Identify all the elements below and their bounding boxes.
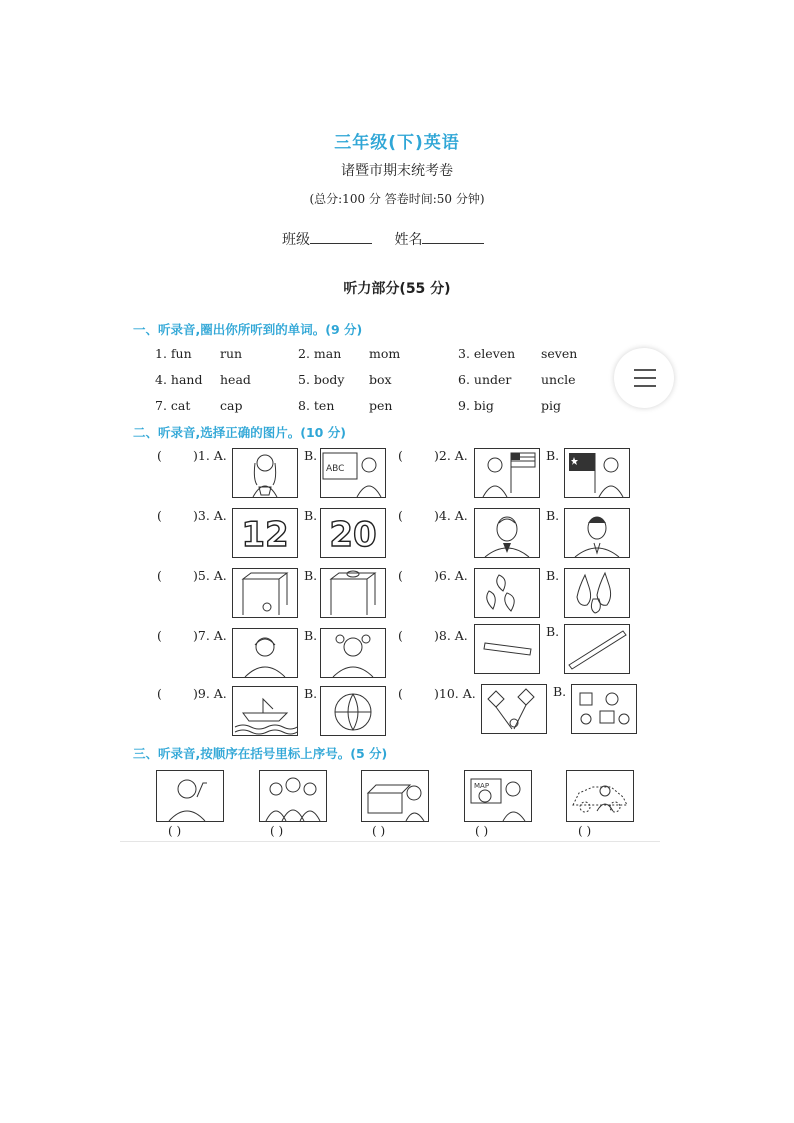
- option-b-label: B.: [553, 684, 567, 699]
- question-label: )3. A.: [193, 508, 227, 523]
- abc-text: ABC: [326, 464, 345, 474]
- word-a[interactable]: 1. fun: [155, 346, 192, 361]
- map-text: MAP: [474, 782, 490, 790]
- option-b-label: B.: [304, 448, 318, 463]
- word-b[interactable]: pig: [541, 398, 562, 413]
- answer-paren[interactable]: (: [398, 508, 403, 523]
- word-a[interactable]: 9. big: [458, 398, 494, 413]
- section1-heading: 一、听录音,圈出你所听到的单词。(9 分): [133, 322, 363, 337]
- picture-ball-under-desk[interactable]: [232, 568, 298, 618]
- picture-boat[interactable]: [232, 686, 298, 736]
- option-b-label: B.: [546, 568, 560, 583]
- class-name-row: [282, 229, 502, 249]
- option-b-label: B.: [304, 628, 318, 643]
- picture-girl-short-hair[interactable]: [232, 628, 298, 678]
- picture-father[interactable]: [564, 508, 630, 558]
- option-b-label: B.: [546, 624, 560, 639]
- word-b[interactable]: cap: [220, 398, 243, 413]
- word-a[interactable]: 7. cat: [155, 398, 191, 413]
- question-label: )10. A.: [434, 686, 476, 701]
- word-a[interactable]: 2. man: [298, 346, 342, 361]
- option-b-label: B.: [546, 508, 560, 523]
- number-20-text: 20: [329, 515, 377, 555]
- answer-paren[interactable]: (: [157, 508, 162, 523]
- picture-ball[interactable]: [320, 686, 386, 736]
- score-time-line: (总分:100 分 答卷时间:50 分钟): [309, 192, 485, 206]
- picture-kites[interactable]: [481, 684, 547, 734]
- section2-heading: 二、听录音,选择正确的图片。(10 分): [133, 425, 346, 440]
- picture-short-ruler[interactable]: [474, 624, 540, 674]
- exam-subtitle: 诸暨市期末统考卷: [341, 163, 453, 179]
- picture-boy-waving[interactable]: [156, 770, 224, 822]
- order-answer-slot[interactable]: ( ): [168, 824, 182, 838]
- word-a[interactable]: 8. ten: [298, 398, 335, 413]
- picture-grandpa[interactable]: [474, 508, 540, 558]
- picture-family[interactable]: [259, 770, 327, 822]
- word-a[interactable]: 4. hand: [155, 372, 203, 387]
- answer-paren[interactable]: (: [398, 628, 403, 643]
- question-label: )8. A.: [434, 628, 468, 643]
- question-label: )4. A.: [434, 508, 468, 523]
- word-a[interactable]: 5. body: [298, 372, 345, 387]
- name-label: 姓名: [394, 232, 423, 248]
- order-answer-slot[interactable]: ( ): [578, 824, 592, 838]
- order-answer-slot[interactable]: ( ): [270, 824, 284, 838]
- picture-car-drawing[interactable]: [566, 770, 634, 822]
- picture-number-12[interactable]: [232, 508, 298, 558]
- answer-paren[interactable]: (: [157, 448, 162, 463]
- picture-toys[interactable]: [571, 684, 637, 734]
- picture-girl-china-flag[interactable]: [564, 448, 630, 498]
- question-label: )6. A.: [434, 568, 468, 583]
- word-b[interactable]: mom: [369, 346, 401, 361]
- word-b[interactable]: box: [369, 372, 392, 387]
- option-b-label: B.: [304, 568, 318, 583]
- picture-strawberries[interactable]: [474, 568, 540, 618]
- menu-button[interactable]: [614, 348, 674, 408]
- name-blank[interactable]: [422, 231, 484, 244]
- answer-paren[interactable]: (: [398, 686, 403, 701]
- menu-icon: [634, 369, 656, 371]
- word-b[interactable]: run: [220, 346, 243, 361]
- number-12-text: 12: [241, 515, 289, 555]
- picture-boy-with-map[interactable]: [464, 770, 532, 822]
- listening-part-title: 听力部分(55 分): [343, 281, 451, 297]
- answer-paren[interactable]: (: [157, 686, 162, 701]
- answer-paren[interactable]: (: [398, 568, 403, 583]
- question-label: )5. A.: [193, 568, 227, 583]
- answer-paren[interactable]: (: [398, 448, 403, 463]
- answer-paren[interactable]: (: [157, 628, 162, 643]
- word-a[interactable]: 3. eleven: [458, 346, 516, 361]
- menu-icon-line: [634, 385, 656, 387]
- word-a[interactable]: 6. under: [458, 372, 512, 387]
- picture-long-ruler[interactable]: [564, 624, 630, 674]
- question-label: )9. A.: [193, 686, 227, 701]
- exam-title: 三年级(下)英语: [334, 133, 460, 153]
- picture-girl[interactable]: [232, 448, 298, 498]
- word-b[interactable]: pen: [369, 398, 393, 413]
- order-answer-slot[interactable]: ( ): [372, 824, 386, 838]
- class-label: 班级: [282, 232, 310, 248]
- word-b[interactable]: head: [220, 372, 251, 387]
- picture-boy-at-desk[interactable]: [361, 770, 429, 822]
- menu-icon-line: [634, 377, 656, 379]
- question-label: )2. A.: [434, 448, 468, 463]
- option-b-label: B.: [546, 448, 560, 463]
- section3-heading: 三、听录音,按顺序在括号里标上序号。(5 分): [133, 746, 388, 761]
- picture-pears[interactable]: [564, 568, 630, 618]
- class-blank[interactable]: [310, 231, 372, 244]
- option-b-label: B.: [304, 686, 318, 701]
- picture-teacher-abc[interactable]: [320, 448, 386, 498]
- word-b[interactable]: seven: [541, 346, 578, 361]
- order-answer-slot[interactable]: ( ): [475, 824, 489, 838]
- picture-girl-us-flag[interactable]: [474, 448, 540, 498]
- question-label: )7. A.: [193, 628, 227, 643]
- picture-number-20[interactable]: [320, 508, 386, 558]
- picture-ball-on-desk[interactable]: [320, 568, 386, 618]
- option-b-label: B.: [304, 508, 318, 523]
- answer-paren[interactable]: (: [157, 568, 162, 583]
- page-divider: [120, 841, 660, 842]
- picture-girl-pigtails[interactable]: [320, 628, 386, 678]
- word-b[interactable]: uncle: [541, 372, 576, 387]
- question-label: )1. A.: [193, 448, 227, 463]
